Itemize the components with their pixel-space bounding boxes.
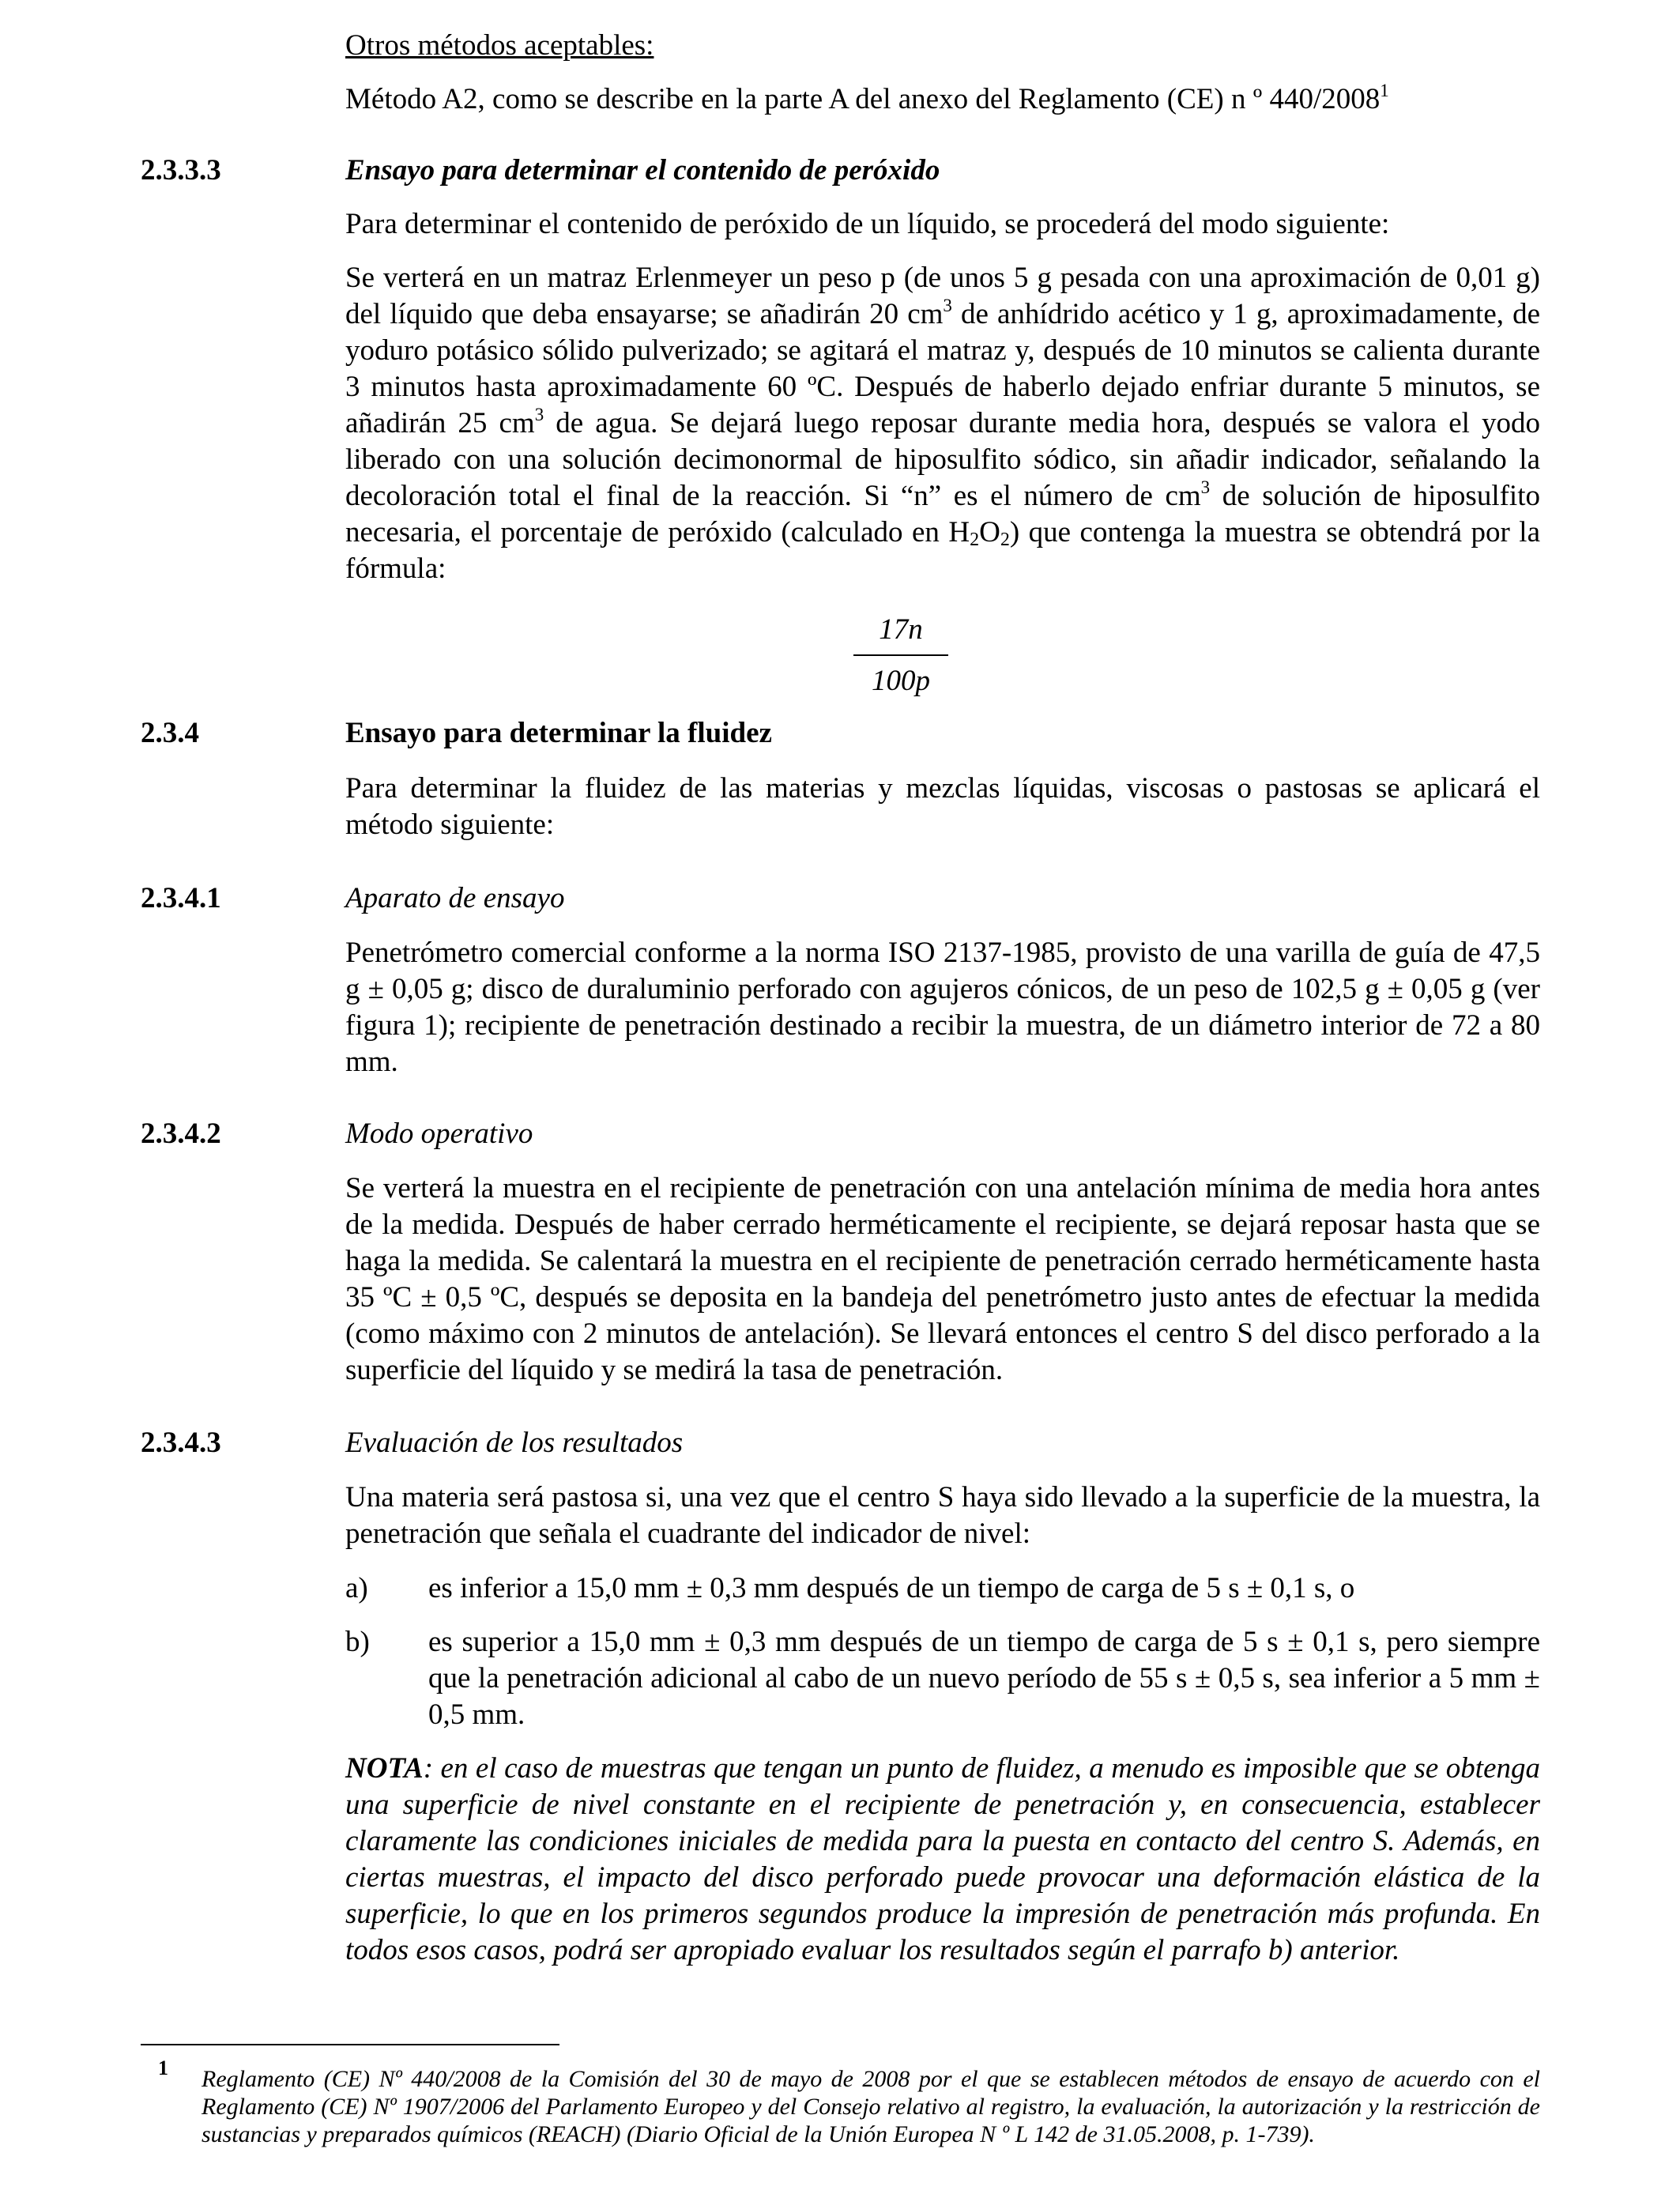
subscript: 2 (970, 530, 980, 550)
footnote-mark: 1 (158, 2056, 168, 2079)
section-number-2343: 2.3.4.3 (141, 1427, 221, 1459)
peroxide-formula (853, 613, 948, 698)
other-methods-heading: Otros métodos aceptables: (345, 29, 654, 62)
section-number-2342: 2.3.4.2 (141, 1118, 221, 1150)
fluidity-intro: Para determinar la fluidez de las materias y mezclas líquidas, viscosas o pastosas se aplicará el método siguiente: (345, 772, 1540, 841)
section-title-2333: Ensayo para determinar el contenido de peróxido (345, 154, 940, 187)
list-item-a-label: a) (345, 1572, 368, 1604)
section-title-2342: Modo operativo (345, 1118, 533, 1150)
note-text: : en el caso de muestras que tengan un punto de fluidez, a menudo es imposible que se obtenga una superficie de nivel constante en el recipiente de penetración y, en consecuencia, establecer claramente las condiciones iniciales de medida para la puesta en contacto del centro S. Además, en ciertas muestras, el impacto del disco perforado puede provocar una deformación elástica de la superficie, lo que en los primeros segundos produce la impresión de penetración más profunda. En todos esos casos, podrá ser apropiado evaluar los resultados según el parrafo b) anterior. (345, 1752, 1540, 1966)
cm3-superscript: 3 (1200, 477, 1211, 497)
section-title-2341: Aparato de ensayo (345, 882, 565, 914)
peroxide-intro: Para determinar el contenido de peróxido de un líquido, se procederá del modo siguiente: (345, 208, 1390, 240)
fraction-bar (853, 654, 948, 656)
peroxide-text-6: ) que contenga la muestra se obtendrá por la fórmula: (345, 516, 1540, 585)
peroxide-procedure (345, 260, 1540, 587)
section-number-2341: 2.3.4.1 (141, 882, 221, 914)
evaluation-intro: Una materia será pastosa si, una vez que el centro S haya sido llevado a la superficie de la muestra, la penetración que señala el cuadrante del indicador de nivel: (345, 1481, 1540, 1550)
formula-numerator: 17n (879, 613, 923, 646)
note-paragraph (345, 1751, 1540, 1969)
list-item-a-text: es inferior a 15,0 mm ± 0,3 mm después de un tiempo de carga de 5 s ± 0,1 s, o (428, 1572, 1355, 1604)
peroxide-text-4: de solución de hiposulfito necesaria, el porcentaje de peróxido (calculado en H (345, 480, 1540, 548)
section-title-234: Ensayo para determinar la fluidez (345, 717, 772, 749)
cm3-superscript: 3 (534, 405, 544, 424)
footnote-separator (141, 2044, 559, 2045)
note-label: NOTA (345, 1752, 424, 1785)
footnote-ref: 1 (1380, 81, 1389, 100)
peroxide-text-5: O (979, 516, 1000, 548)
section-number-2333: 2.3.3.3 (141, 154, 221, 187)
apparatus-body: Penetrómetro comercial conforme a la norma ISO 2137-1985, provisto de una varilla de guía de 47,5 g ± 0,05 g; disco de duraluminio perforado con agujeros cónicos, de un peso de 102,5 g ± 0,05 g (ver figura 1); recipiente de penetración destinado a recibir la muestra, de un diámetro interior de 72 a 80 mm. (345, 937, 1540, 1078)
method-a2-text: Método A2, como se describe en la parte A del anexo del Reglamento (CE) n º 440/2008 (345, 83, 1381, 115)
operating-mode-body: Se verterá la muestra en el recipiente de penetración con una antelación mínima de media hora antes de la medida. Después de haber cerrado herméticamente el recipiente, se dejará reposar hasta que se haga la medida. Se calentará la muestra en el recipiente de penetración cerrado herméticamente hasta 35 ºC ± 0,5 ºC, después se deposita en la bandeja del penetrómetro justo antes de efectuar la medida (como máximo con 2 minutos de antelación). Se llevará entonces el centro S del disco perforado a la superficie del líquido y se medirá la tasa de penetración. (345, 1172, 1540, 1386)
peroxide-text-3: de agua. Se dejará luego reposar durante media hora, después se valora el yodo liberado con una solución decimonormal de hiposulfito sódico, sin añadir indicador, señalando la decoloración total el final de la reacción. Si “n” es el número de cm (345, 407, 1540, 512)
section-number-234: 2.3.4 (141, 717, 199, 749)
method-a2-line (345, 81, 1389, 118)
peroxide-text-2: de anhídrido acético y 1 g, aproximadamente, de yoduro potásico sólido pulverizado; se agitará el matraz y, después de 10 minutos se calienta durante 3 minutos hasta aproximadamente 60 ºC. Después de haberlo dejado enfriar durante 5 minutos, se añadirán 25 cm (345, 298, 1540, 439)
list-item-b-label: b) (345, 1626, 370, 1658)
section-title-2343: Evaluación de los resultados (345, 1427, 684, 1459)
footnote-text: Reglamento (CE) Nº 440/2008 de la Comisión del 30 de mayo de 2008 por el que se establecen métodos de ensayo de acuerdo con el Reglamento (CE) Nº 1907/2006 del Parlamento Europeo y del Consejo relativo al registro, la evaluación, la autorización y la restricción de sustancias y preparados químicos (REACH) (Diario Oficial de la Unión Europea N º L 142 de 31.05.2008, p. 1-739). (202, 2066, 1540, 2147)
list-item-b-text: es superior a 15,0 mm ± 0,3 mm después de un tiempo de carga de 5 s ± 0,1 s, pero siempre que la penetración adicional al cabo de un nuevo período de 55 s ± 0,5 s, sea inferior a 5 mm ± 0,5 mm. (428, 1626, 1540, 1731)
cm3-superscript: 3 (943, 296, 952, 315)
peroxide-text-1: Se verterá en un matraz Erlenmeyer un peso p (de unos 5 g pesada con una aproximación de 0,01 g) del líquido que deba ensayarse; se añadirán 20 cm (345, 262, 1540, 330)
formula-denominator: 100p (872, 665, 930, 697)
subscript: 2 (1000, 530, 1010, 550)
